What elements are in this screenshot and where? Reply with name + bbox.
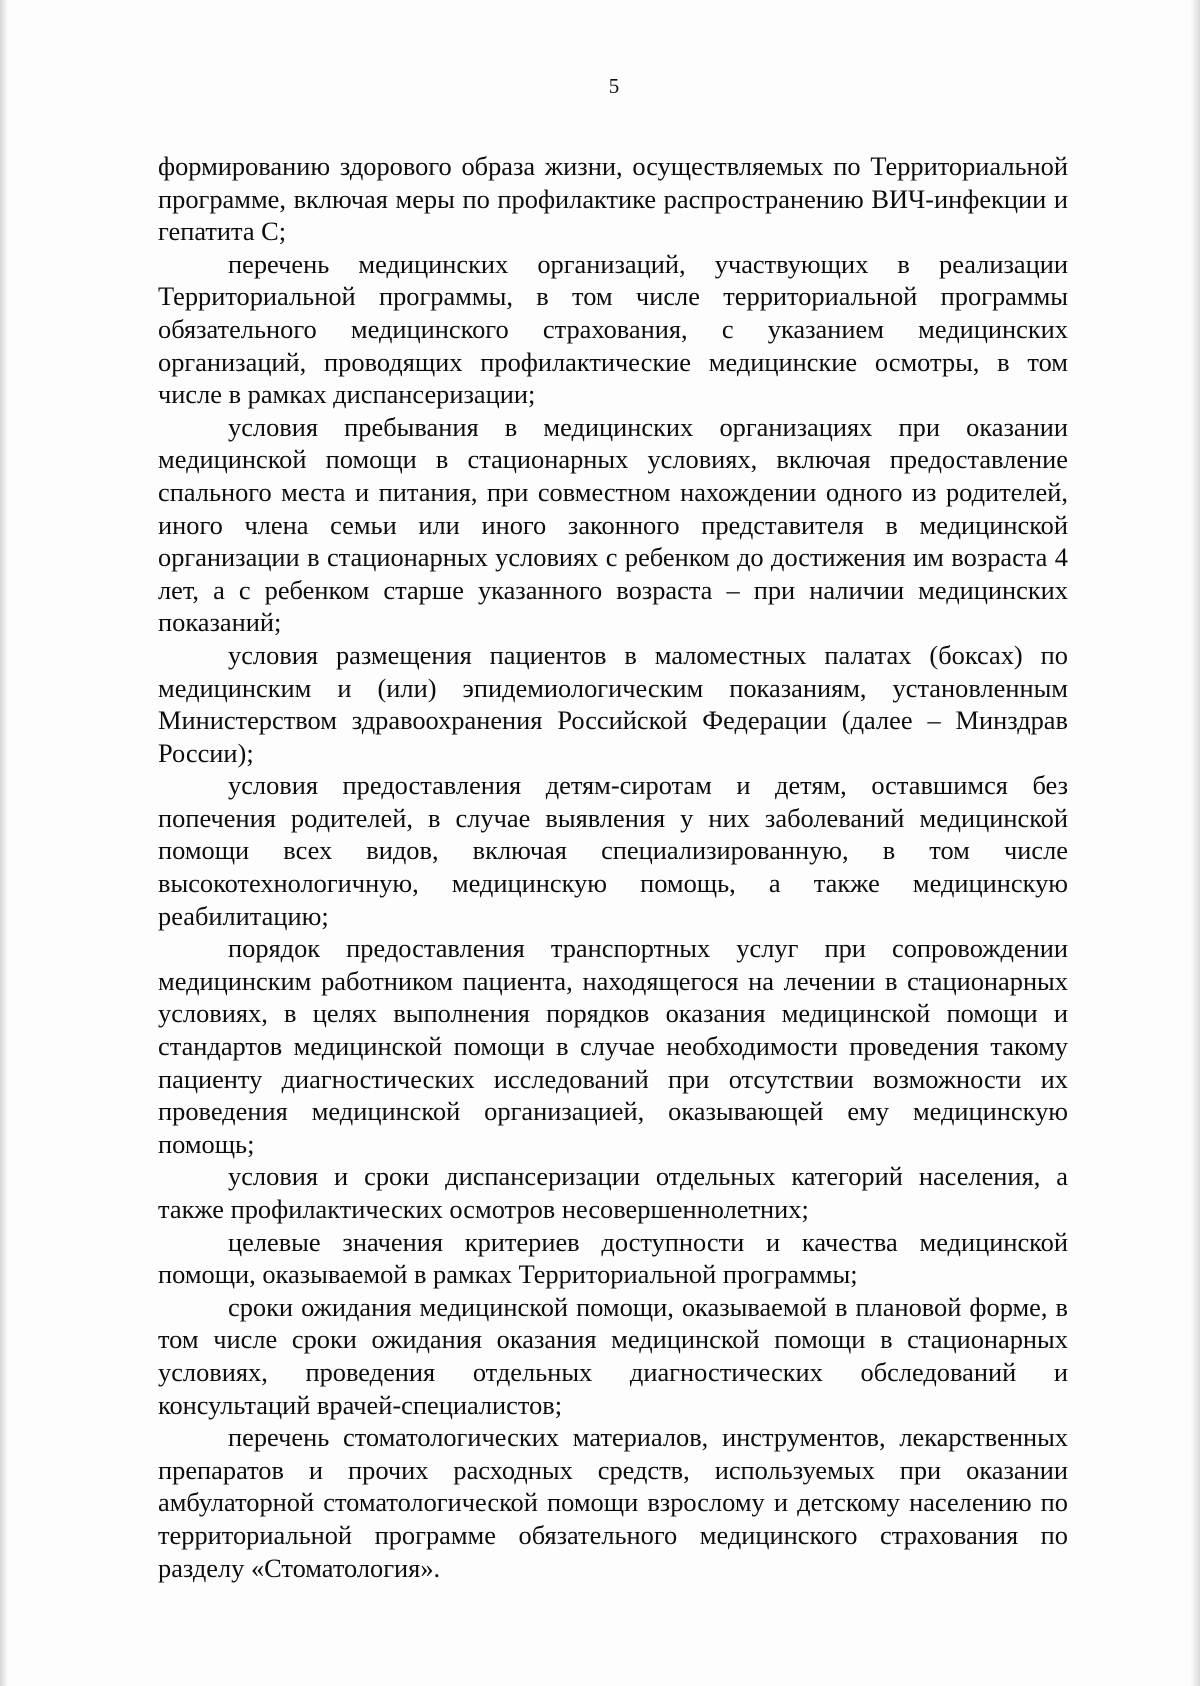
document-body bbox=[158, 150, 1068, 1584]
paragraph-healthy-lifestyle: формированию здорового образа жизни, осуществляемых по Территориальной программе, включая меры по профилактике распространению ВИЧ-инфекции и гепатита С; bbox=[158, 151, 1068, 247]
scan-edge-left bbox=[0, 0, 8, 1686]
paragraph-medical-organizations-list: перечень медицинских организаций, участвующих в реализации Территориальной программы, в том числе территориальной программы обязательного медицинского страхования, с указанием медицинских организаций, проводящих профилактические медицинские осмотры, в том числе в рамках диспансеризации; bbox=[158, 248, 1068, 410]
paragraph-orphans-care: условия предоставления детям-сиротам и детям, оставшимся без попечения родителей, в случае выявления у них заболеваний медицинской помощи всех видов, включая специализированную, в том числе высокотехнологичную, медицинскую помощь, а также медицинскую реабилитацию; bbox=[158, 770, 1068, 931]
paragraph-dental-materials: перечень стоматологических материалов, инструментов, лекарственных препаратов и прочих расходных средств, используемых при оказании амбулаторной стоматологической помощи взрослому и детскому населению по территориальной программе обязательного медицинского страхования по разделу «Стоматология». bbox=[158, 1422, 1068, 1583]
paragraph-transport-services: порядок предоставления транспортных услуг при сопровождении медицинским работником пациента, находящегося на лечении в стационарных условиях, в целях выполнения порядков оказания медицинской помощи и стандартов медицинской помощи в случае необходимости проведения такому пациенту диагностических исследований при отсутствии возможности их проведения медицинской организацией, оказывающей ему медицинскую помощь; bbox=[158, 933, 1068, 1159]
paragraph-small-ward-placement: условия размещения пациентов в маломестных палатах (боксах) по медицинским и (или) эпидемиологическим показаниям, установленным Министерством здравоохранения Российской Федерации (далее – Минздрав России); bbox=[158, 639, 1068, 768]
page-number: 5 bbox=[608, 74, 620, 98]
paragraph-dispensarization-terms: условия и сроки диспансеризации отдельных категорий населения, а также профилактических осмотров несовершеннолетних; bbox=[158, 1161, 1068, 1224]
paragraph-stay-conditions: условия пребывания в медицинских организациях при оказании медицинской помощи в стационарных условиях, включая предоставление спального места и питания, при совместном нахождении одного из родителей, иного члена семьи или иного законного представителя в медицинской организации в стационарных условиях с ребенком до достижения им возраста 4 лет, а с ребенком старше указанного возраста – при наличии медицинских показаний; bbox=[158, 411, 1068, 638]
paragraph-quality-criteria: целевые значения критериев доступности и качества медицинской помощи, оказываемой в рамках Территориальной программы; bbox=[158, 1226, 1068, 1290]
paragraph-waiting-times: сроки ожидания медицинской помощи, оказываемой в плановой форме, в том числе сроки ожидания оказания медицинской помощи в стационарных условиях, проведения отдельных диагностических обследований и консультаций врачей-специалистов; bbox=[158, 1291, 1068, 1420]
scan-edge-right bbox=[1190, 0, 1200, 1686]
